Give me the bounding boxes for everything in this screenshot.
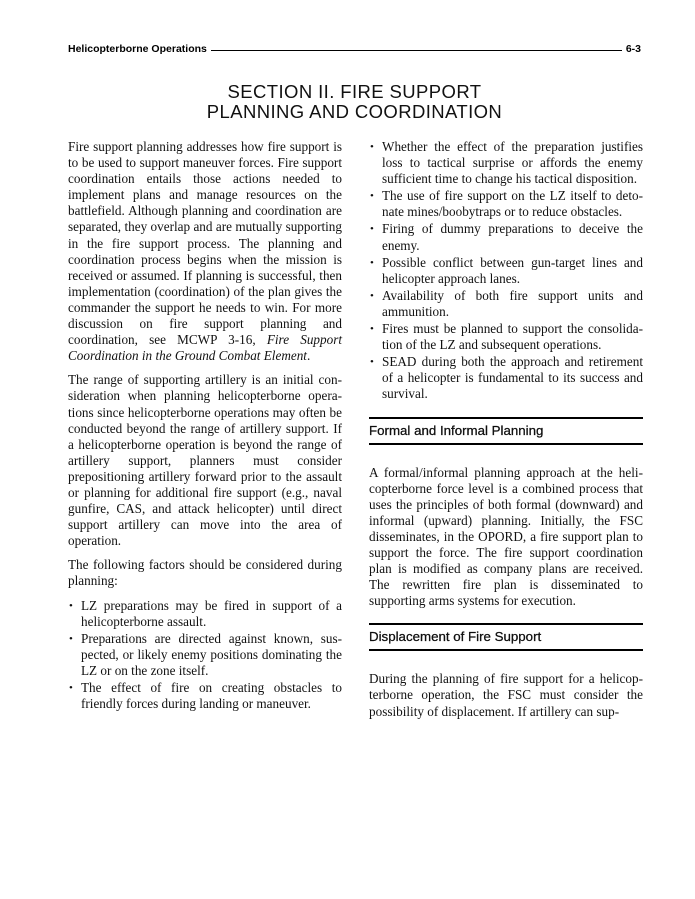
intro-text: Fire support planning addresses how fire support is to be used to support maneuver forces. Fire support coordination entails those actions needed to implement plans and manage resources on the battlefield. Although planning and coordination are separated, they overlap and are mutually supporting in the fire support process. The planning and coordination process begins when the mission is received or assumed. If planning is successful, then implementation (coordination) of the plan gives the commander the support he needs to win. For more discussion on fire support planning and coordination, see MCWP 3-16, <box>68 139 342 348</box>
section-title <box>68 82 641 121</box>
factors-list <box>68 598 342 713</box>
subheading-formal-informal-planning: Formal and Informal Planning <box>369 417 643 445</box>
intro-paragraph <box>68 139 342 364</box>
formal-planning-paragraph: A formal/informal planning approach at the helicopterborne force level is a combined process that uses the principles of both formal (downward) and informal (upward) planning. Initially, the FSC disseminates, in the OPORD, a fire support plan to support the force. The fire support coordination plan is modified as company plans are received. The rewritten fire plan is disseminated to supporting arms systems for execution. <box>369 464 643 609</box>
list-item: • Possible conflict between gun-target lines and helicopter approach lanes. <box>369 255 643 287</box>
section-title-line2: PLANNING AND COORDINATION <box>206 100 503 122</box>
list-item: • Availability of both fire support units and ammunition. <box>369 288 643 320</box>
subheading-displacement: Displacement of Fire Support <box>369 623 643 651</box>
factors-intro-paragraph: The following factors should be considered during planning: <box>68 557 342 589</box>
running-header <box>68 41 641 57</box>
right-column <box>369 139 643 728</box>
running-title: Helicopterborne Operations <box>68 43 207 55</box>
list-item: • The effect of fire on creating obstacles to friendly forces during landing or maneuver. <box>68 680 342 712</box>
page-number: 6-3 <box>625 43 641 55</box>
section-title-line1: SECTION II. FIRE SUPPORT <box>227 81 482 102</box>
factors-list-continued <box>369 139 643 403</box>
displacement-paragraph: During the planning of fire support for a helicopterborne operation, the FSC must consider the possibility of displacement. If artillery can sup- <box>369 671 643 719</box>
list-item: • SEAD during both the approach and retirement of a helicopter is fundamental to its success and survival. <box>369 354 643 402</box>
header-rule <box>211 50 622 51</box>
list-item: • Whether the effect of the preparation justifies loss to tactical surprise or affords the enemy sufficient time to change his tactical disposition. <box>369 139 643 187</box>
artillery-range-paragraph: The range of supporting artillery is an initial consideration when planning helicopterborne operations since helicopterborne operations may often be conducted beyond the range of artillery support. If a helicopterborne operation is beyond the range of artillery support, planners must consider prepositioning artillery forward prior to the assault or planning for additional fire support (e.g., naval gunfire, CAS, and attack helicopter) until direct support artillery can move into the area of operation. <box>68 372 342 549</box>
list-item: • Preparations are directed against known, suspected, or likely enemy positions dominating the LZ or on the zone itself. <box>68 631 342 679</box>
list-item: • LZ preparations may be fired in support of a helicopterborne assault. <box>68 598 342 630</box>
intro-end: . <box>306 348 311 364</box>
left-column <box>68 139 342 720</box>
list-item: • Firing of dummy preparations to deceive the enemy. <box>369 221 643 253</box>
publication-title: Fire Support Coordination in the Ground Combat Element <box>68 332 342 364</box>
list-item: • The use of fire support on the LZ itself to detonate mines/boobytraps or to reduce obstacles. <box>369 188 643 220</box>
list-item: • Fires must be planned to support the consolidation of the LZ and subsequent operations. <box>369 321 643 353</box>
